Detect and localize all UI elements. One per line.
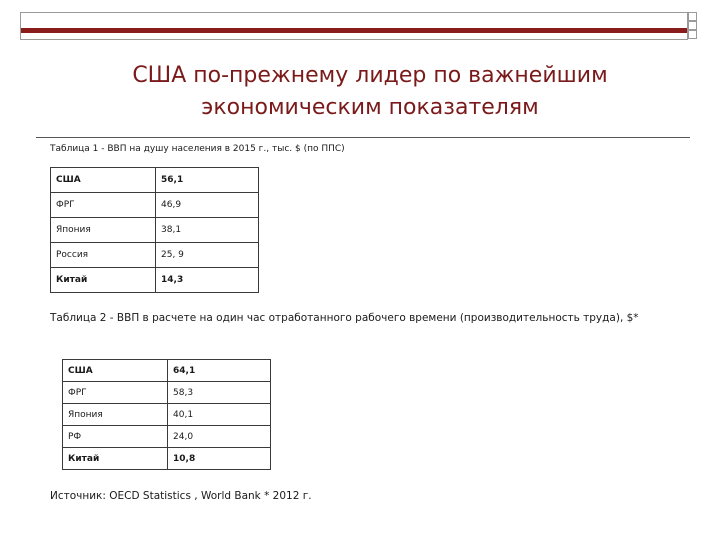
decorative-square: [688, 30, 697, 39]
value-cell: 56,1: [156, 168, 259, 193]
table-row: [63, 426, 271, 448]
table-row: [63, 448, 271, 470]
country-cell: Япония: [63, 404, 168, 426]
decorative-square: [688, 12, 697, 21]
header-accent-bar: [20, 12, 688, 40]
table-row: [63, 404, 271, 426]
table-row: [51, 268, 259, 293]
table-row: [51, 218, 259, 243]
country-cell: РФ: [63, 426, 168, 448]
decorative-squares: [688, 12, 700, 39]
table-row: [51, 193, 259, 218]
slide-title-line-2: экономическим показателям: [201, 95, 539, 120]
table-row: [51, 168, 259, 193]
value-cell: 24,0: [168, 426, 271, 448]
slide-title-line-1: США по-прежнему лидер по важнейшим: [132, 63, 608, 88]
value-cell: 25, 9: [156, 243, 259, 268]
value-cell: 40,1: [168, 404, 271, 426]
table1-caption: Таблица 1 - ВВП на душу населения в 2015 г., тыс. $ (по ППС): [50, 144, 345, 154]
productivity-table: [62, 359, 271, 470]
value-cell: 58,3: [168, 382, 271, 404]
country-cell: Япония: [51, 218, 156, 243]
slide-title: [60, 60, 680, 124]
value-cell: 46,9: [156, 193, 259, 218]
source-note: Источник: OECD Statistics , World Bank * 2012 г.: [50, 490, 312, 502]
country-cell: Китай: [51, 268, 156, 293]
table2-caption: Таблица 2 - ВВП в расчете на один час отработанного рабочего времени (производительность труда), $*: [50, 312, 639, 324]
table-row: [63, 382, 271, 404]
table-row: [51, 243, 259, 268]
value-cell: 38,1: [156, 218, 259, 243]
table-row: [63, 360, 271, 382]
gdp-per-capita-table: [50, 167, 259, 293]
decorative-square: [688, 21, 697, 30]
country-cell: США: [63, 360, 168, 382]
country-cell: Китай: [63, 448, 168, 470]
value-cell: 64,1: [168, 360, 271, 382]
title-divider: [36, 137, 690, 138]
country-cell: ФРГ: [51, 193, 156, 218]
country-cell: ФРГ: [63, 382, 168, 404]
value-cell: 10,8: [168, 448, 271, 470]
country-cell: США: [51, 168, 156, 193]
country-cell: Россия: [51, 243, 156, 268]
value-cell: 14,3: [156, 268, 259, 293]
